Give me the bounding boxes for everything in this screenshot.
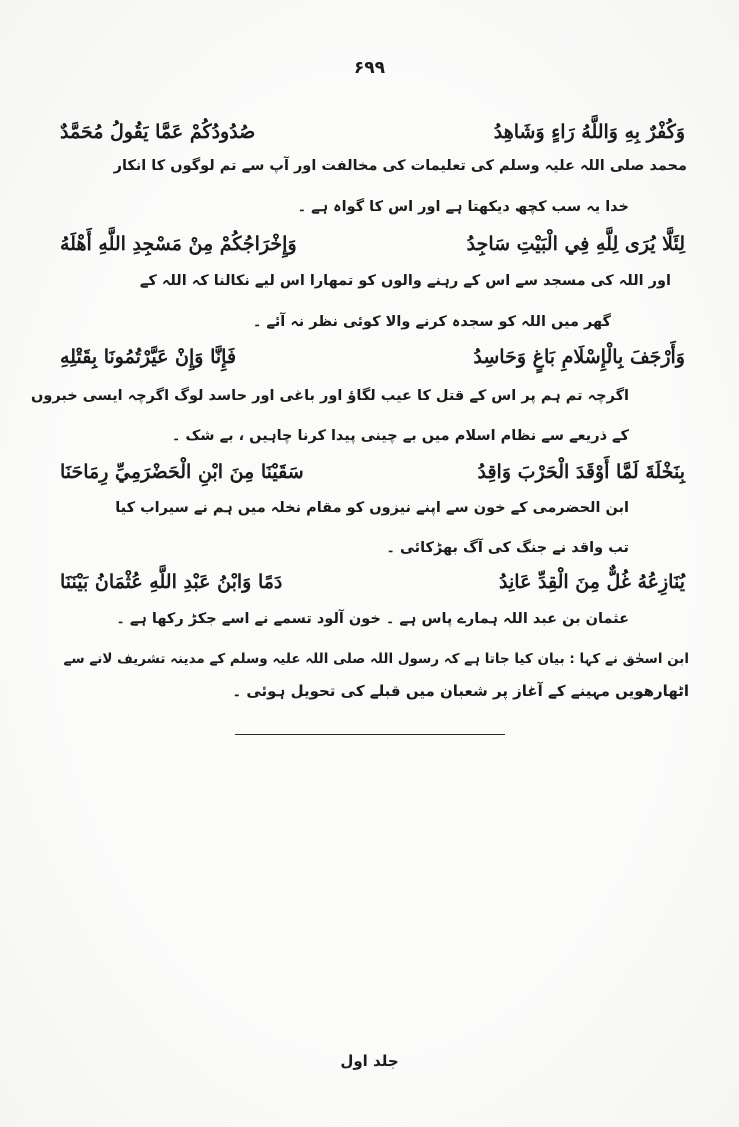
couplet-4-translation-line-1: ابن الحضرمی کے خون سے اپنے نیزوں کو مقام نخلہ میں ہم نے سیراب کیا: [115, 500, 629, 516]
couplet-3-second-hemistich: فَإِنَّا وَإِنْ عَيَّرْتُمُونَا بِقَتْلِهِ: [60, 346, 237, 368]
couplet-5-first-hemistich: يُنَازِعُهُ غُلٌّ مِنَ الْقِدِّ عَانِدُ: [499, 571, 685, 593]
couplet-4-translation-line-2: تب واقد نے جنگ کی آگ بھڑکائی ۔: [386, 540, 629, 556]
prose-line-1: ابن اسحٰق نے کہا : بیان کیا جاتا ہے کہ رسول اللہ صلی اللہ علیہ وسلم کے مدینہ تشریف لانے سے: [63, 651, 689, 667]
couplet-2-translation-line-1: اور اللہ کی مسجد سے اس کے رہنے والوں کو تمھارا اس لیے نکالنا کہ اللہ کے: [139, 273, 671, 289]
couplet-5: [60, 565, 685, 599]
prose-line-2: اٹھارھویں مہینے کے آغاز پر شعبان میں قبلے کی تحویل ہوئی ۔: [232, 682, 689, 700]
couplet-2-first-hemistich: لِئَلَّا يُرَى لِلَّهِ فِي الْبَيْتِ سَاجِدُ: [466, 233, 685, 255]
couplet-1-first-hemistich: وَكُفْرٌ بِهِ وَاللَّهُ رَاءٍ وَشَاهِدُ: [493, 121, 685, 143]
page-number: ۶۹۹: [353, 58, 386, 78]
couplet-1: [60, 115, 685, 149]
couplet-3-first-hemistich: وَأَرْجَفَ بِالْإِسْلَامِ بَاغٍ وَحَاسِدُ: [473, 346, 685, 368]
couplet-3-translation-line-1: اگرچہ تم ہم پر اس کے قتل کا عیب لگاؤ اور باغی اور حاسد لوگ اگرچہ ایسی خبروں: [30, 388, 629, 404]
volume-footer: جلد اول: [340, 1052, 399, 1070]
couplet-1-translation-line-2: خدا یہ سب کچھ دیکھتا ہے اور اس کا گواہ ہے ۔: [297, 199, 629, 215]
couplet-4-second-hemistich: سَقَيْنَا مِنَ ابْنِ الْحَضْرَمِيِّ رِمَاحَنَا: [60, 461, 304, 483]
couplet-1-second-hemistich: صُدُودُكُمْ عَمَّا يَقُولُ مُحَمَّدٌ: [60, 121, 256, 143]
couplet-4-first-hemistich: بِنَخْلَةَ لَمَّا أَوْقَدَ الْحَرْبَ وَاقِدُ: [477, 461, 685, 483]
couplet-3-translation-line-2: کے ذریعے سے نظام اسلام میں بے چینی پیدا کرنا چاہیں ، بے شک ۔: [171, 428, 629, 444]
couplet-2: [60, 227, 685, 261]
couplet-2-translation-line-2: گھر میں اللہ کو سجدہ کرنے والا کوئی نظر نہ آئے ۔: [252, 314, 611, 330]
couplet-5-second-hemistich: دَمًا وَابْنُ عَبْدِ اللَّهِ عُثْمَانُ بَيْنَنَا: [60, 571, 283, 593]
couplet-1-translation-line-1: محمد صلی اللہ علیہ وسلم کی تعلیمات کی مخالفت اور آپ سے تم لوگوں کا انکار: [113, 158, 687, 174]
couplet-2-second-hemistich: وَإِخْرَاجُكُمْ مِنْ مَسْجِدِ اللَّهِ أَهْلَهُ: [60, 233, 297, 255]
couplet-3: [60, 340, 685, 374]
couplet-5-translation-line-1: عثمان بن عبد اللہ ہمارے پاس ہے ۔ خون آلود تسمے نے اسے جکڑ رکھا ہے ۔: [116, 611, 629, 627]
section-divider: [235, 734, 505, 735]
couplet-4: [60, 455, 685, 489]
